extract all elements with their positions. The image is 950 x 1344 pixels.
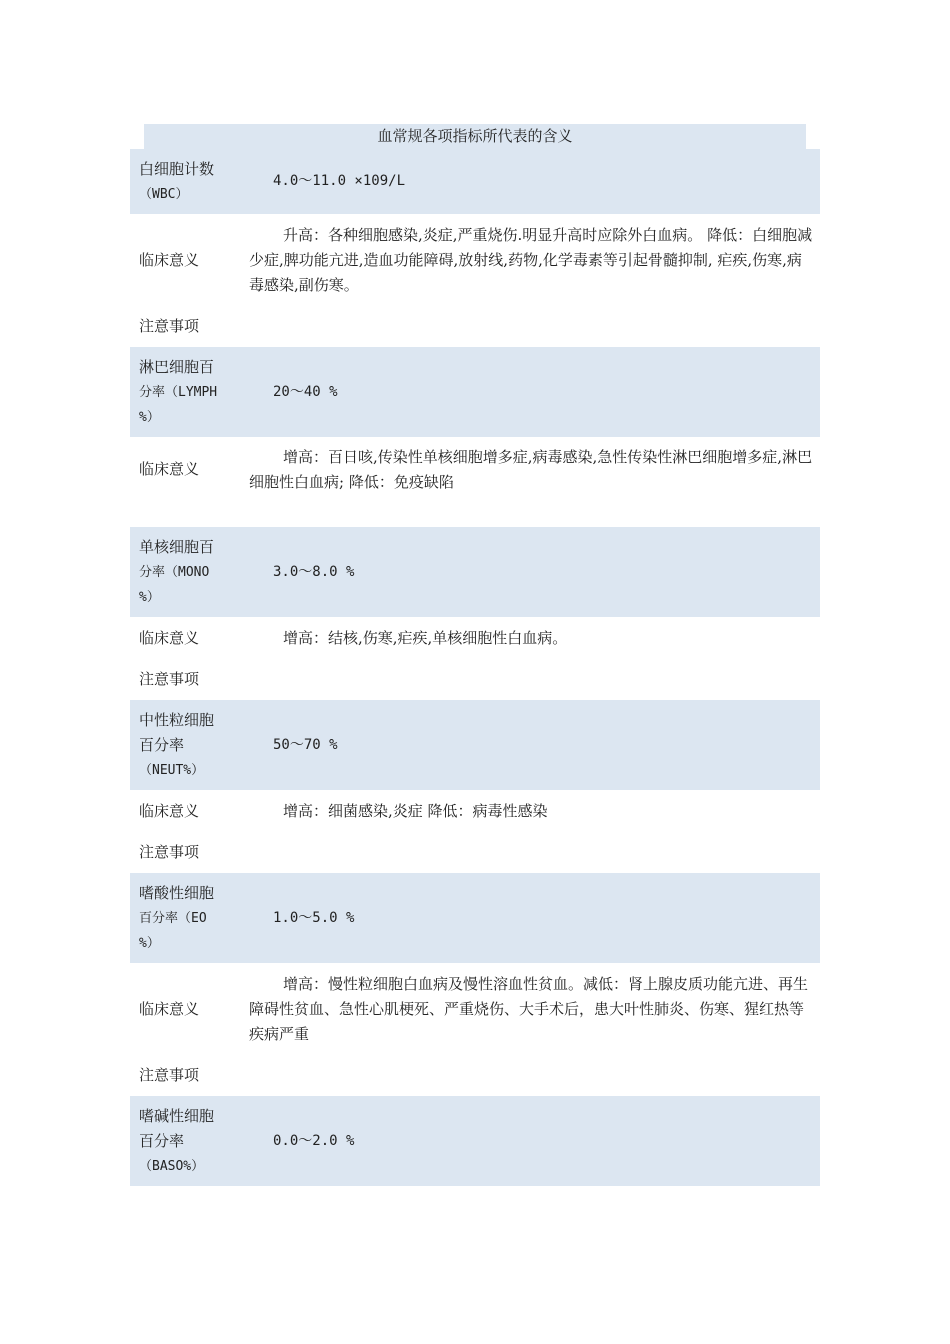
reference-range: 3.0～8.0 %: [273, 563, 355, 580]
indicator-name-line: 百分率: [139, 1131, 185, 1150]
indicator-name-line: （BASO%）: [139, 1158, 205, 1174]
indicator-name-line: （WBC）: [139, 186, 189, 202]
indicator-row-mono: [130, 527, 820, 617]
clinical-meaning-text: 增高：细菌感染,炎症 降低：病毒性感染: [283, 801, 548, 820]
document: [130, 124, 820, 1186]
clinical-meaning-text: 增高：慢性粒细胞白血病及慢性溶血性贫血。减低：肾上腺皮质功能亢进、再生障碍性贫血、急性心肌梗死、严重烧伤、大手术后，患大叶性肺炎、伤寒、猩红热等疾病严重: [249, 974, 809, 1043]
notes-label: 注意事项: [139, 843, 200, 861]
clinical-meaning-label: 临床意义: [139, 801, 200, 820]
indicator-name: [130, 708, 239, 783]
clinical-meaning-row: [130, 214, 820, 306]
clinical-meaning-text: 增高：百日咳,传染性单核细胞增多症,病毒感染,急性传染性淋巴细胞增多症,淋巴细胞性白血病; 降低：免疫缺陷: [249, 448, 813, 491]
clinical-meaning-text: 增高：结核,伤寒,疟疾,单核细胞性白血病。: [283, 628, 568, 647]
clinical-meaning-text: 升高：各种细胞感染,炎症,严重烧伤.明显升高时应除外白血病。 降低：白细胞减少症,脾功能亢进,造血功能障碍,放射线,药物,化学毒素等引起骨髓抑制, 疟疾,伤寒,病毒感染,副伤寒。: [249, 225, 813, 294]
indicator-name: [130, 535, 239, 610]
indicator-name-line: 中性粒细胞: [139, 710, 215, 729]
reference-range: 4.0～11.0 ×109/L: [273, 173, 406, 189]
indicator-row-baso: [130, 1096, 820, 1186]
indicator-name-line: 嗜酸性细胞: [139, 883, 215, 902]
clinical-meaning-row: [130, 617, 820, 659]
indicator-name-line: 分率（LYMPH: [139, 384, 218, 400]
reference-range: 20～40 %: [273, 383, 338, 400]
indicator-name-line: 分率（MONO: [139, 564, 210, 580]
indicator-name: [130, 881, 239, 956]
indicator-name-line: （NEUT%）: [139, 762, 205, 778]
indicator-name-line: 百分率（EO: [139, 910, 207, 926]
indicator-row-wbc: [130, 149, 820, 214]
indicator-name: [130, 1104, 239, 1179]
document-title: 血常规各项指标所代表的含义: [144, 124, 806, 149]
notes-label: 注意事项: [139, 670, 200, 688]
reference-range: 1.0～5.0 %: [273, 909, 355, 926]
notes-row: [130, 1055, 820, 1096]
indicator-name-line: %）: [139, 935, 160, 951]
notes-row: [130, 659, 820, 700]
clinical-meaning-label: 临床意义: [139, 999, 200, 1018]
clinical-meaning-label: 临床意义: [139, 628, 200, 647]
indicator-name-line: 单核细胞百: [139, 537, 215, 556]
indicator-name-line: 淋巴细胞百: [139, 357, 215, 376]
indicator-row-eo: [130, 873, 820, 963]
notes-row: [130, 306, 820, 347]
clinical-meaning-label: 临床意义: [139, 460, 200, 478]
notes-row: [130, 832, 820, 873]
indicator-name-line: 白细胞计数: [139, 159, 215, 178]
indicator-name-line: %）: [139, 409, 160, 425]
notes-label: 注意事项: [139, 317, 200, 335]
indicator-row-lymph: [130, 347, 820, 437]
clinical-meaning-row: [130, 437, 820, 527]
clinical-meaning-label: 临床意义: [139, 250, 200, 269]
indicator-name: [130, 355, 239, 430]
indicator-name-line: 嗜碱性细胞: [139, 1106, 215, 1125]
notes-label: 注意事项: [139, 1066, 200, 1084]
clinical-meaning-row: [130, 963, 820, 1055]
indicator-name-line: %）: [139, 589, 160, 605]
indicator-name-line: 百分率: [139, 735, 185, 754]
indicator-name: [130, 157, 239, 207]
reference-range: 50～70 %: [273, 736, 338, 753]
clinical-meaning-row: [130, 790, 820, 832]
reference-range: 0.0～2.0 %: [273, 1132, 355, 1149]
indicator-row-neut: [130, 700, 820, 790]
